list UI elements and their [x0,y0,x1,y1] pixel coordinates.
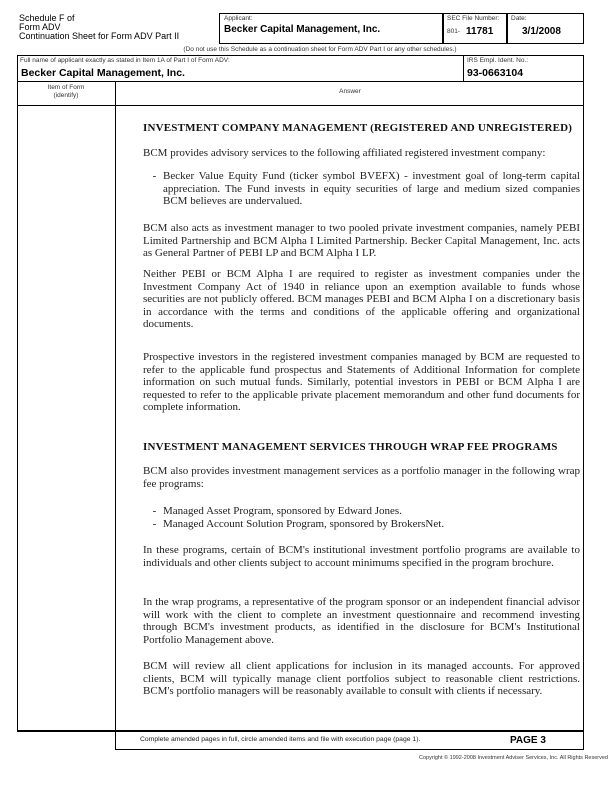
id-row-divider [17,81,584,82]
sec-file-box [443,13,507,44]
form-title [19,14,219,41]
sec-file-label: SEC File Number: [447,15,500,22]
full-name-value: Becker Capital Management, Inc. [21,67,185,79]
sec-file-number: 11781 [466,26,494,37]
program-list [143,505,580,530]
date-label: Date: [511,15,527,22]
list-item: - Managed Asset Program, sponsored by Edward Jones. [159,505,580,518]
paragraph-wrap-intro: BCM also provides investment management services as a portfolio manager in the following wrap fee programs: [143,465,580,490]
list-item: - Becker Value Equity Fund (ticker symbol BVEFX) - investment goal of long-term capital appreciation. The Fund invests in equity securities of large and medium sized companies BCM believes are undervalued. [159,170,580,208]
paragraph-wrap-representative: In the wrap programs, a representative of the program sponsor or an independent financial advisor will work with the client to complete an investment questionnaire and recommend investing through BCM's investment products, as identified in the disclosure for BCM's Institutional Portfolio Management above. [143,596,580,646]
date-box [507,13,584,44]
irs-divider [463,55,464,81]
applicant-box [219,13,443,44]
heading-investment-company-management: INVESTMENT COMPANY MANAGEMENT (REGISTERED AND UNREGISTERED) [143,122,573,134]
item-column-line2: (identify) [53,92,79,99]
paragraph-program-availability: In these programs, certain of BCM's institutional investment portfolio programs are available to individuals and other clients subject to account minimums specified in the program brochure. [143,544,580,569]
copyright-note: Copyright © 1992-2008 Investment Adviser Services, Inc. All Rights Reserved [418,755,608,761]
paragraph-prospective-investors: Prospective investors in the registered investment companies managed by BCM are requested to refer to the applicable fund prospectus and Statements of Additional Information for complete information on such mutual funds. Similarly, potential investors in PEBI or BCM Alpha I are requested to refer to the applicable private placement memorandum and other fund documents for complete information. [143,351,580,413]
heading-wrap-fee-programs: INVESTMENT MANAGEMENT SERVICES THROUGH WRAP FEE PROGRAMS [143,441,558,453]
footer-note: Complete amended pages in full, circle amended items and file with execution page (page 1). [140,736,421,743]
paragraph-client-review: BCM will review all client applications for inclusion in its managed accounts. For approved clients, BCM will typically manage client portfolios subject to reasonable client restrictions. BCM's portfolio managers will be reasonably available to consult with clients if necessary. [143,660,580,697]
form-title-line3: Continuation Sheet for Form ADV Part II [19,31,180,41]
column-header-divider [17,105,584,106]
full-name-label: Full name of applicant exactly as stated in Item 1A of Part I of Form ADV: [20,57,230,64]
paragraph-affiliated-fund-intro: BCM provides advisory services to the following affiliated registered investment company: [143,147,546,159]
date-value: 3/1/2008 [522,26,561,37]
instruction-note: (Do not use this Schedule as a continuation sheet for Form ADV Part I or any other schedules.) [183,46,457,53]
paragraph-pooled-funds: BCM also acts as investment manager to two pooled private investment companies, namely PEBI Limited Partnership and BCM Alpha I Limited Partnership. Becker Capital Management, Inc. acts as General Partner of PEBI LP and BCM Alpha I LP. [143,222,580,259]
applicant-label: Applicant: [224,15,253,22]
answer-column-header: Answer [339,88,361,95]
form-title-line2: Form ADV [19,22,61,32]
page-number: PAGE 3 [510,735,546,746]
item-column-line1: Item of Form [47,84,85,91]
fund-list [143,170,580,208]
sec-file-prefix: 801- [447,28,461,35]
item-column-divider [115,81,116,731]
list-item: - Managed Account Solution Program, sponsored by BrokersNet. [159,518,580,531]
irs-value: 93-0663104 [467,67,524,79]
item-column-header [18,84,114,100]
fund-bullet-list [143,170,580,208]
applicant-name: Becker Capital Management, Inc. [224,24,381,35]
form-title-line1: Schedule F of [19,13,75,23]
irs-label: IRS Empl. Ident. No.: [467,57,529,64]
paragraph-registration-exemption: Neither PEBI or BCM Alpha I are required to register as investment companies under the Investment Company Act of 1940 in reliance upon an exemption available to funds whose securities are not publicly offered. BCM manages PEBI and BCM Alpha I on a discretionary basis in accordance with the terms and conditions of the applicable offering and organizational documents. [143,268,580,330]
wrap-program-list [143,505,580,530]
